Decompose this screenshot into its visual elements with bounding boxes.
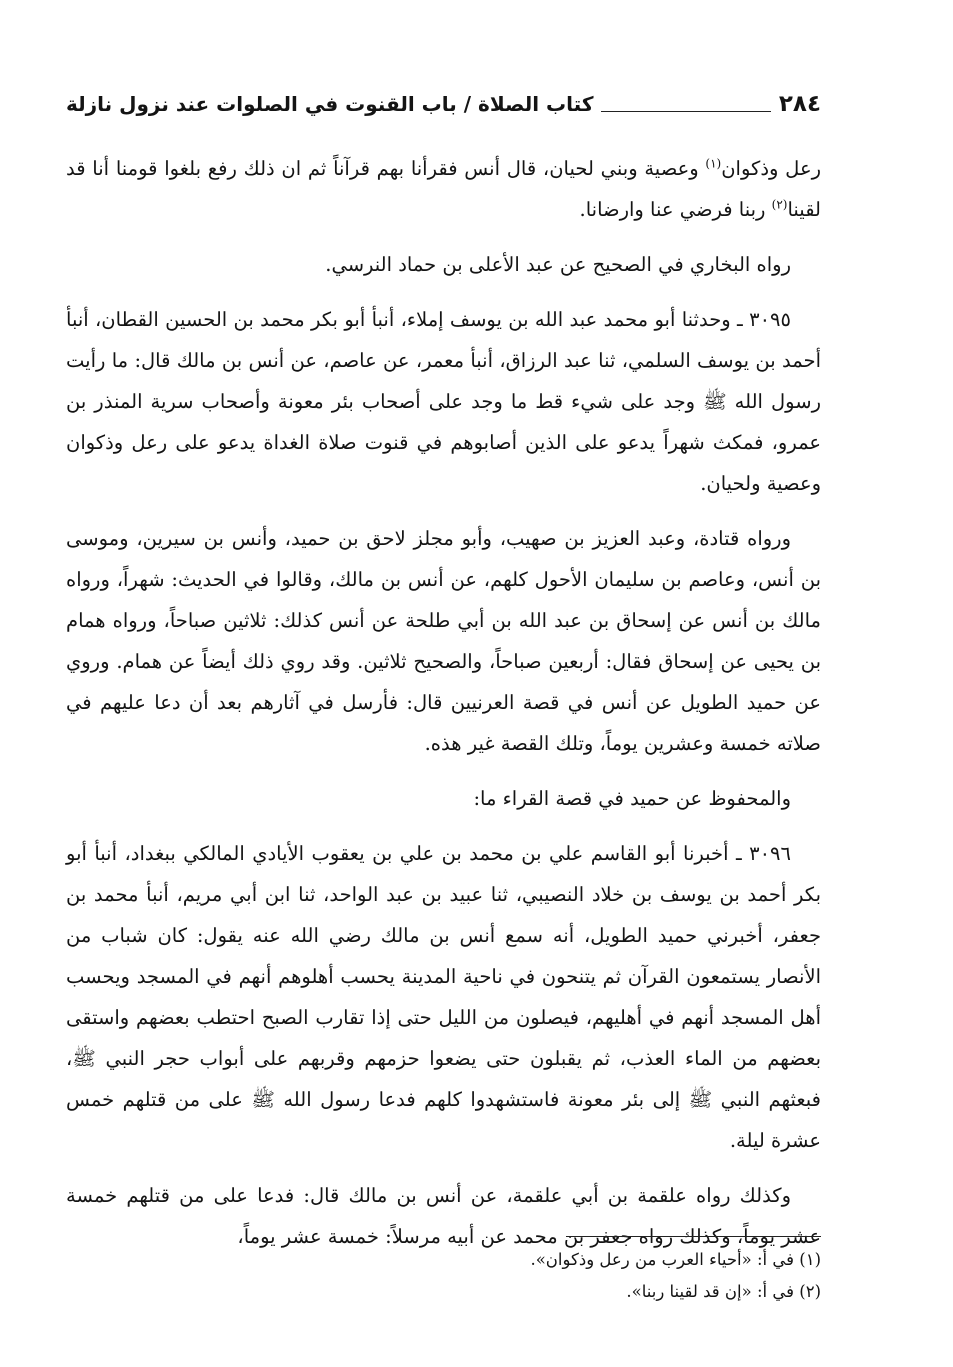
text-run: ربنا فرضي عنا وارضانا. [579, 198, 772, 221]
footnote-2: (٢) في أ: «إن قد لقينا ربنا». [626, 1282, 821, 1301]
paragraph-intro: والمحفوظ عن حميد في قصة القراء ما: [473, 787, 791, 810]
footnotes [66, 1244, 821, 1308]
text-run: وعصية وبني لحيان، قال أنس فقرأنا بهم قرآناً ثم ان ذلك رفع بلغوا قومنا أنا قد لقينا [66, 157, 821, 221]
paragraph-continuation [66, 148, 821, 230]
paragraph-attribution: رواه البخاري في الصحيح عن عبد الأعلى بن حماد النرسي. [325, 253, 791, 276]
page-number: ٢٨٤ [778, 91, 821, 117]
hadith-3095: ٣٠٩٥ ـ وحدثنا أبو محمد عبد الله بن يوسف إملاء، أنبأ أبو بكر محمد بن الحسين القطان، أنبأ أحمد بن يوسف السلمي، ثنا عبد الرزاق، أنبأ معمر، عن عاصم، عن أنس بن مالك قال: ما رأيت رسول الله ﷺ وجد على شيء قط ما وجد على أصحاب بئر معونة وأصحاب سرية المنذر بن عمرو، فمكث شهراً يدعو على الذين أصابوهم في قنوت صلاة الغداة يدعو على رعل وذكوان وعصية ولحيان. [66, 308, 821, 495]
running-header [66, 82, 821, 126]
paragraph-narrations: ورواه قتادة، وعبد العزيز بن صهيب، وأبو مجلز لاحق بن حميد، وأنس بن سيرين، وموسى بن أنس، وعاصم بن سليمان الأحول كلهم، عن أنس بن مالك، وقالوا في الحديث: شهراً، ورواه مالك بن أنس عن إسحاق بن عبد الله بن أبي طلحة عن أنس كذلك: ثلاثين صباحاً، ورواه همام بن يحيى عن إسحاق فقال: أربعين صباحاً، والصحيح ثلاثين. وقد روي ذلك أيضاً عن همام. وروي عن حميد الطويل عن أنس في قصة العرنيين قال: فأرسل في آثارهم بعد أن دعا عليهم في صلاته خمسة وعشرين يوماً، وتلك القصة غير هذه. [66, 527, 821, 755]
running-title: كتاب الصلاة / باب القنوت في الصلوات عند نزول نازلة [66, 92, 594, 116]
footnote-ref-2: (٢) [771, 197, 788, 212]
main-text [66, 148, 821, 1271]
paragraph-alqama: وكذلك رواه علقمة بن أبي علقمة، عن أنس بن مالك قال: فدعا على من قتلهم خمسة عشر يوماً، وكذلك رواه جعفر بن محمد عن أبيه مرسلاً: خمسة عشر يوماً، [66, 1184, 821, 1248]
header-rule [601, 111, 770, 112]
footnote-ref-1: (١) [705, 156, 722, 171]
footnote-1: (١) في أ: «أحياء العرب من رعل وذكوان». [530, 1250, 821, 1269]
text-run: رعل وذكوان [721, 157, 821, 180]
hadith-3096: ٣٠٩٦ ـ أخبرنا أبو القاسم علي بن محمد بن علي بن يعقوب الأيادي المالكي ببغداد، أنبأ أبو بكر أحمد بن يوسف بن خلاد النصيبي، ثنا عبيد بن عبد الواحد، ثنا ابن أبي مريم، أنبأ محمد بن جعفر، أخبرني حميد الطويل، أنه سمع أنس بن مالك رضي الله عنه يقول: كان شباب من الأنصار يستمعون القرآن ثم يتنحون في ناحية المدينة يحسب أهلوهم أنهم في المسجد ويحسب أهل المسجد أنهم في أهليهم، فيصلون من الليل حتى إذا تقارب الصبح احتطب بعضهم واستقى بعضهم من الماء العذب، ثم يقبلون حتى يضعوا حزمهم وقربهم على أبواب حجر النبي ﷺ، فبعثهم النبي ﷺ إلى بئر معونة فاستشهدوا كلهم فدعا رسول الله ﷺ على من قتلهم خمس عشرة ليلة. [66, 842, 821, 1152]
footnote-separator [566, 1236, 821, 1237]
